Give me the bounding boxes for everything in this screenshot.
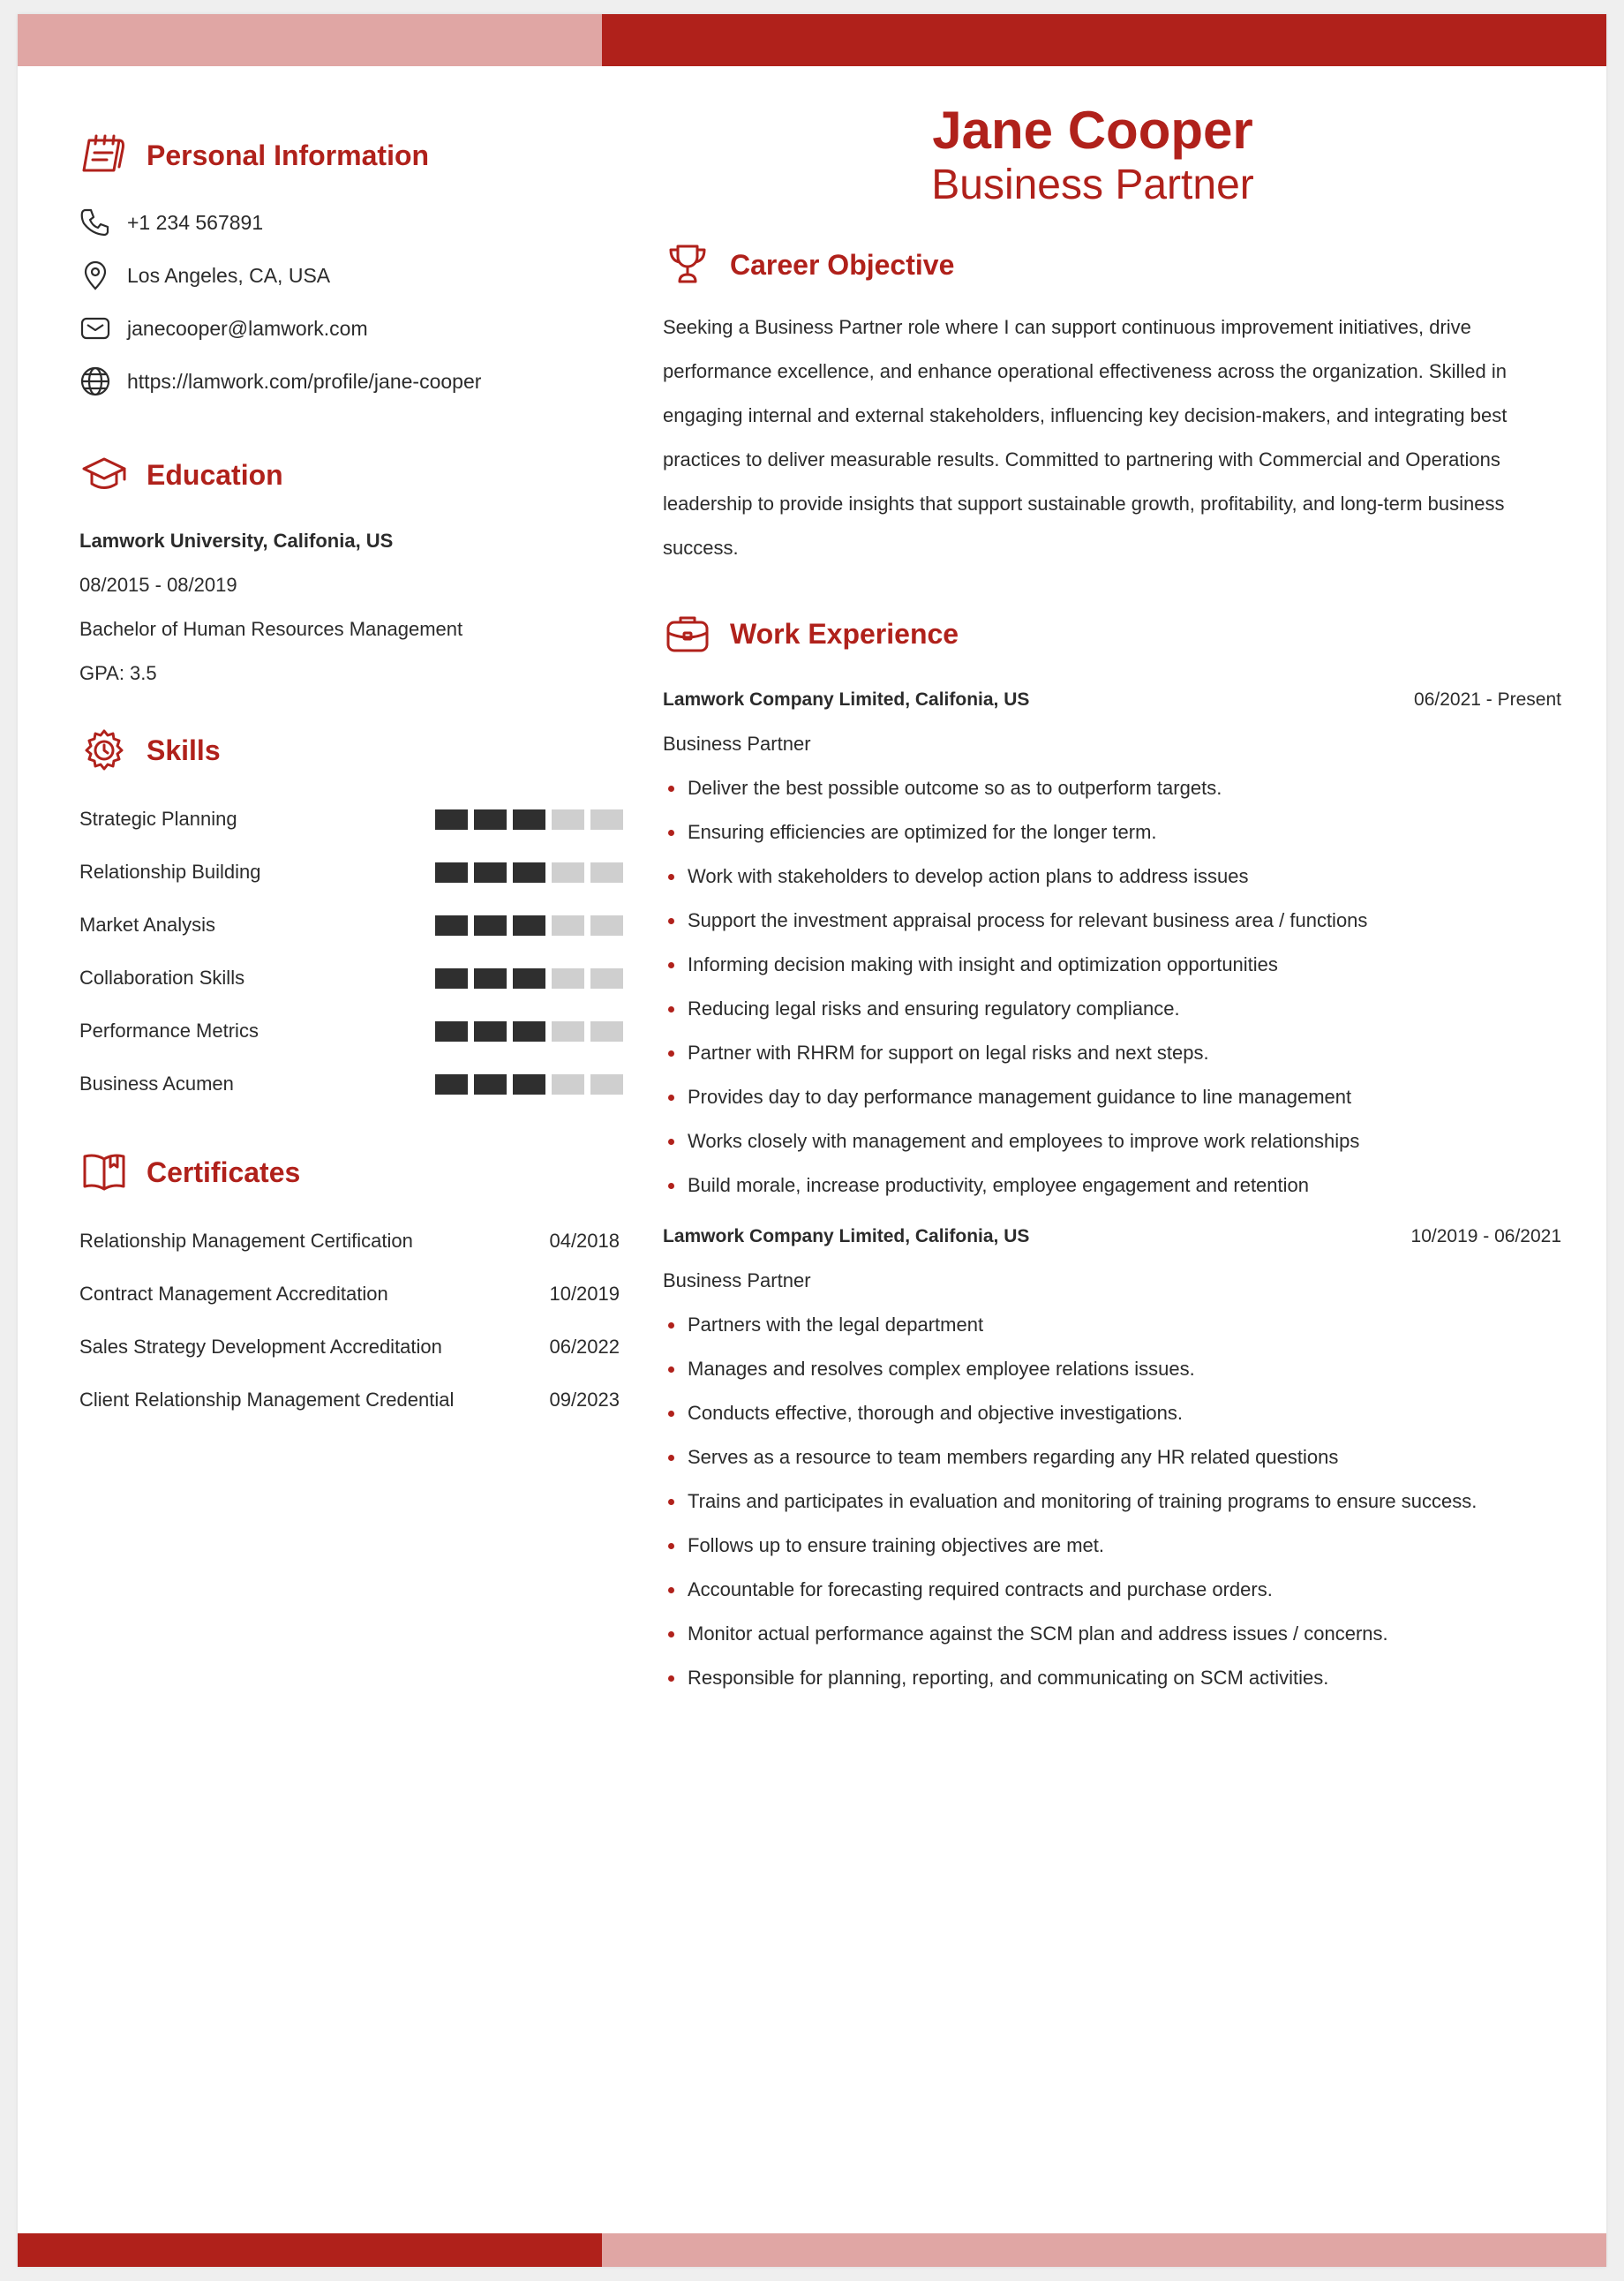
certificates-header bbox=[79, 1144, 620, 1201]
certificate-name: Relationship Management Certification bbox=[79, 1230, 413, 1252]
education-dates: 08/2015 - 08/2019 bbox=[79, 574, 237, 596]
graduation-cap-icon bbox=[79, 450, 129, 500]
certificates-list bbox=[79, 1215, 620, 1427]
top-band-dark bbox=[602, 14, 1606, 66]
skills-list bbox=[79, 793, 620, 1110]
education-gpa: GPA: 3.5 bbox=[79, 662, 157, 684]
certificate-row bbox=[79, 1268, 620, 1321]
skill-level-segment bbox=[474, 968, 507, 989]
education-header bbox=[79, 447, 620, 503]
certificate-row bbox=[79, 1215, 620, 1268]
job-dates: 06/2021 - Present bbox=[1414, 689, 1561, 710]
job-bullet: Reducing legal risks and ensuring regulatory compliance. bbox=[663, 987, 1561, 1031]
job-bullet: Build morale, increase productivity, employee engagement and retention bbox=[663, 1163, 1561, 1208]
job-bullets bbox=[663, 766, 1561, 1208]
skill-level-meter bbox=[435, 1074, 623, 1095]
job-bullet: Work with stakeholders to develop action plans to address issues bbox=[663, 854, 1561, 899]
job-company: Lamwork Company Limited, Califonia, US bbox=[663, 689, 1030, 710]
skill-name: Performance Metrics bbox=[79, 1020, 259, 1042]
job-company: Lamwork Company Limited, Califonia, US bbox=[663, 1226, 1030, 1246]
objective-text: Seeking a Business Partner role where I can support continuous improvement initiatives, drive performance excellence, and enhance operational effectiveness across the organization. Skilled in engaging internal and external stakeholders, influencing key decision-makers, and integrating best practices to deliver measurable results. Committed to partnering with Commercial and Operations leadership to provide insights that support sustainable growth, profitability, and long-term business success. bbox=[663, 316, 1507, 559]
open-book-icon bbox=[79, 1148, 129, 1197]
certificates-title: Certificates bbox=[147, 1156, 301, 1188]
skills-title: Skills bbox=[147, 734, 221, 766]
job-bullet: Responsible for planning, reporting, and communicating on SCM activities. bbox=[663, 1656, 1561, 1700]
education-title: Education bbox=[147, 458, 283, 491]
skills-header bbox=[79, 722, 620, 779]
skill-level-segment bbox=[435, 1021, 468, 1042]
candidate-title: Business Partner bbox=[931, 162, 1254, 208]
skill-name: Relationship Building bbox=[79, 861, 261, 883]
personal-info-title: Personal Information bbox=[147, 139, 430, 171]
job-bullet: Monitor actual performance against the SCM plan and address issues / concerns. bbox=[663, 1612, 1561, 1656]
skill-level-segment bbox=[590, 1021, 623, 1042]
gear-clock-icon bbox=[79, 726, 129, 775]
skill-name: Business Acumen bbox=[79, 1073, 234, 1095]
skill-level-segment bbox=[435, 862, 468, 883]
skill-level-segment bbox=[435, 1074, 468, 1095]
skill-row bbox=[79, 1005, 620, 1058]
location-pin-icon bbox=[79, 260, 111, 291]
objective-title: Career Objective bbox=[730, 248, 955, 281]
certificate-date: 04/2018 bbox=[549, 1230, 620, 1252]
job-bullet: Trains and participates in evaluation and monitoring of training programs to ensure success. bbox=[663, 1479, 1561, 1524]
certificate-date: 09/2023 bbox=[549, 1389, 620, 1411]
globe-icon bbox=[79, 365, 111, 397]
skill-level-segment bbox=[513, 915, 545, 936]
skill-level-segment bbox=[590, 809, 623, 830]
skill-level-segment bbox=[513, 1021, 545, 1042]
skill-level-meter bbox=[435, 1021, 623, 1042]
right-column bbox=[663, 102, 1561, 1700]
email-text[interactable]: janecooper@lamwork.com bbox=[127, 316, 368, 340]
job-header bbox=[663, 1215, 1561, 1259]
phone-icon bbox=[79, 207, 111, 238]
skill-level-meter bbox=[435, 862, 623, 883]
skill-level-segment bbox=[513, 809, 545, 830]
phone-text: +1 234 567891 bbox=[127, 210, 264, 234]
skill-row bbox=[79, 899, 620, 952]
resume-page bbox=[18, 14, 1606, 2267]
job-bullet: Informing decision making with insight and optimization opportunities bbox=[663, 943, 1561, 987]
experience-title: Work Experience bbox=[730, 617, 959, 650]
location-text: Los Angeles, CA, USA bbox=[127, 263, 331, 287]
job-bullet: Accountable for forecasting required contracts and purchase orders. bbox=[663, 1568, 1561, 1612]
experience-header bbox=[663, 606, 1561, 662]
skill-level-segment bbox=[552, 1074, 584, 1095]
skill-level-segment bbox=[474, 915, 507, 936]
skill-name: Strategic Planning bbox=[79, 808, 237, 830]
skill-name: Market Analysis bbox=[79, 914, 216, 936]
skill-level-segment bbox=[513, 968, 545, 989]
top-band-light bbox=[18, 14, 602, 66]
certificate-name: Contract Management Accreditation bbox=[79, 1283, 388, 1305]
job-header bbox=[663, 678, 1561, 722]
skill-level-segment bbox=[552, 862, 584, 883]
contact-website bbox=[79, 355, 620, 408]
job-bullet: Ensuring efficiencies are optimized for the longer term. bbox=[663, 810, 1561, 854]
skill-level-segment bbox=[435, 968, 468, 989]
skill-level-meter bbox=[435, 968, 623, 989]
certificate-row bbox=[79, 1321, 620, 1374]
job-role: Business Partner bbox=[663, 733, 811, 755]
skill-level-segment bbox=[474, 809, 507, 830]
contact-phone bbox=[79, 196, 620, 249]
website-text[interactable]: https://lamwork.com/profile/jane-cooper bbox=[127, 369, 482, 393]
job-bullet: Deliver the best possible outcome so as to outperform targets. bbox=[663, 766, 1561, 810]
bottom-band-dark bbox=[18, 2233, 602, 2267]
candidate-name: Jane Cooper bbox=[932, 101, 1253, 160]
skill-row bbox=[79, 793, 620, 846]
calendar-note-icon bbox=[79, 131, 129, 180]
trophy-icon bbox=[663, 240, 712, 290]
personal-info-header bbox=[79, 127, 620, 184]
contact-location bbox=[79, 249, 620, 302]
briefcase-icon bbox=[663, 609, 712, 659]
contact-email bbox=[79, 302, 620, 355]
skill-level-segment bbox=[474, 862, 507, 883]
skill-level-segment bbox=[590, 862, 623, 883]
skill-level-segment bbox=[513, 862, 545, 883]
left-column bbox=[79, 127, 620, 1427]
skill-level-meter bbox=[435, 915, 623, 936]
skill-level-segment bbox=[590, 1074, 623, 1095]
skill-level-segment bbox=[474, 1021, 507, 1042]
job-bullet: Works closely with management and employees to improve work relationships bbox=[663, 1119, 1561, 1163]
job-bullet: Partners with the legal department bbox=[663, 1303, 1561, 1347]
job-bullet: Provides day to day performance management guidance to line management bbox=[663, 1075, 1561, 1119]
job-dates: 10/2019 - 06/2021 bbox=[1410, 1226, 1561, 1246]
objective-header bbox=[663, 237, 1561, 293]
skill-level-segment bbox=[590, 915, 623, 936]
job-bullet: Follows up to ensure training objectives are met. bbox=[663, 1524, 1561, 1568]
education-school: Lamwork University, Califonia, US bbox=[79, 530, 394, 552]
jobs-list bbox=[663, 678, 1561, 1700]
job-bullet: Partner with RHRM for support on legal risks and next steps. bbox=[663, 1031, 1561, 1075]
skill-level-segment bbox=[552, 809, 584, 830]
job-bullet: Serves as a resource to team members regarding any HR related questions bbox=[663, 1435, 1561, 1479]
job-bullet: Manages and resolves complex employee relations issues. bbox=[663, 1347, 1561, 1391]
certificate-date: 06/2022 bbox=[549, 1336, 620, 1358]
certificate-name: Client Relationship Management Credential bbox=[79, 1389, 455, 1411]
skill-row bbox=[79, 952, 620, 1005]
job-bullets bbox=[663, 1303, 1561, 1700]
skill-level-segment bbox=[590, 968, 623, 989]
skill-level-segment bbox=[552, 915, 584, 936]
skill-row bbox=[79, 846, 620, 899]
certificate-name: Sales Strategy Development Accreditation bbox=[79, 1336, 442, 1358]
mail-icon bbox=[79, 312, 111, 344]
skill-level-segment bbox=[474, 1074, 507, 1095]
skill-level-segment bbox=[435, 809, 468, 830]
skill-level-segment bbox=[435, 915, 468, 936]
skill-level-meter bbox=[435, 809, 623, 830]
skill-level-segment bbox=[513, 1074, 545, 1095]
skill-level-segment bbox=[552, 968, 584, 989]
education-degree: Bachelor of Human Resources Management bbox=[79, 618, 463, 640]
skill-level-segment bbox=[552, 1021, 584, 1042]
certificate-date: 10/2019 bbox=[549, 1283, 620, 1305]
job-bullet: Support the investment appraisal process for relevant business area / functions bbox=[663, 899, 1561, 943]
job-role: Business Partner bbox=[663, 1269, 811, 1291]
bottom-band-light bbox=[602, 2233, 1606, 2267]
skill-name: Collaboration Skills bbox=[79, 967, 245, 989]
certificate-row bbox=[79, 1374, 620, 1427]
skill-row bbox=[79, 1058, 620, 1110]
job-bullet: Conducts effective, thorough and objective investigations. bbox=[663, 1391, 1561, 1435]
